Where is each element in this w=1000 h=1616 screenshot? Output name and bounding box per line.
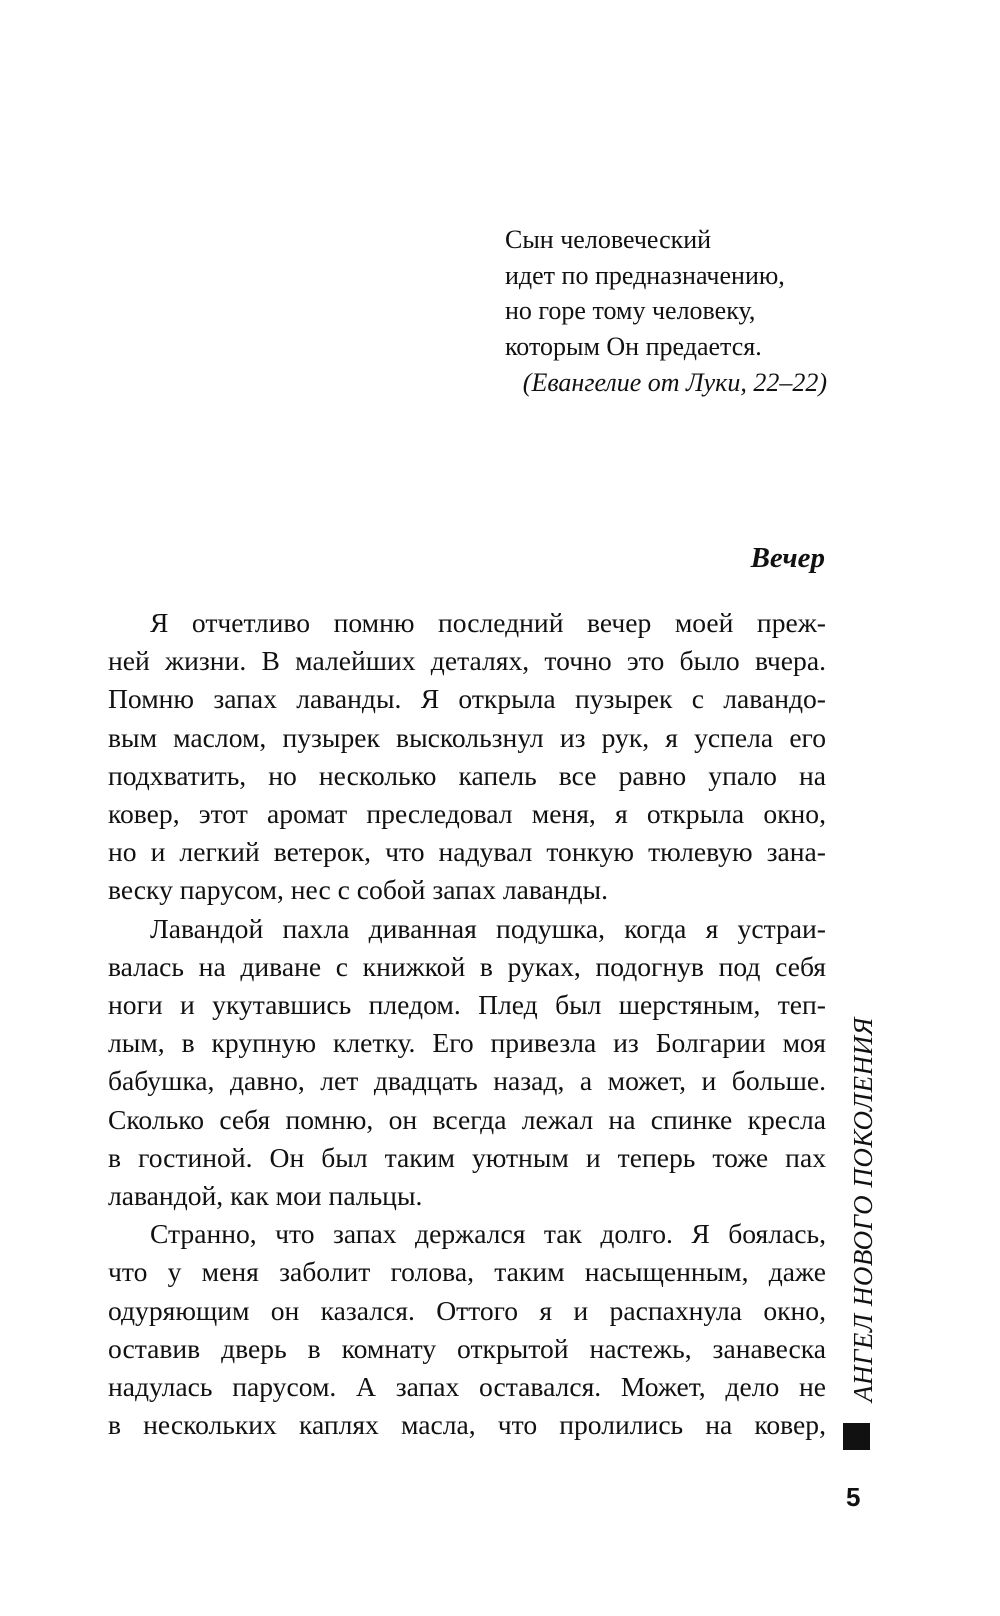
page-number: 5: [846, 1482, 861, 1512]
body-line: бабушка, давно, лет двадцать назад, а может, и больше.: [108, 1065, 826, 1097]
body-line: надулась парусом. А запах оставался. Может, дело не: [108, 1371, 826, 1403]
body-line: валась на диване с книжкой в руках, подогнув под себя: [108, 950, 826, 982]
body-line: подхватить, но несколько капель все равно упало на: [108, 759, 826, 791]
running-head-text: АНГЕЛ НОВОГО ПОКОЛЕНИЯ: [848, 1017, 878, 1402]
epigraph-line: Сын человеческий: [505, 225, 712, 254]
body-line: но и легкий ветерок, что надувал тонкую тюлевую зана-: [108, 836, 826, 868]
epigraph-source: (Евангелие от Луки, 22–22): [522, 368, 827, 397]
epigraph-line: но горе тому человеку,: [505, 296, 756, 325]
body-line: веску парусом, нес с собой запах лаванды.: [108, 874, 608, 906]
body-line: Странно, что запах держался так долго. Я боялась,: [150, 1218, 826, 1250]
body-line: ноги и укутавшись пледом. Плед был шерстяным, теп-: [108, 989, 826, 1021]
body-line: лавандой, как мои пальцы.: [108, 1180, 423, 1212]
body-line: вым маслом, пузырек выскользнул из рук, я успела его: [108, 721, 826, 753]
body-line: в гостиной. Он был таким уютным и теперь тоже пах: [108, 1141, 826, 1173]
body-line: Лавандой пахла диванная подушка, когда я устраи-: [150, 912, 826, 944]
body-line: лым, в крупную клетку. Его привезла из Болгарии моя: [108, 1027, 826, 1059]
epigraph: [505, 222, 825, 364]
body-line: Помню запах лаванды. Я открыла пузырек с лавандо-: [108, 683, 826, 715]
body-text: [108, 604, 826, 1444]
body-line: Я отчетливо помню последний вечер моей преж-: [150, 607, 826, 638]
body-line: в нескольких каплях масла, что пролились на ковер,: [108, 1409, 826, 1441]
chapter-title: Вечер: [750, 542, 825, 574]
body-line: оставив дверь в комнату открытой настежь, занавеска: [108, 1332, 826, 1364]
epigraph-line: которым Он предается.: [505, 331, 762, 361]
body-line: что у меня заболит голова, таким насыщенным, даже: [108, 1256, 826, 1288]
body-line: ковер, этот аромат преследовал меня, я открыла окно,: [108, 798, 826, 830]
body-line: ней жизни. В малейших деталях, точно это было вчера.: [108, 645, 826, 677]
running-head-marker: [843, 1423, 870, 1450]
body-line: Сколько себя помню, он всегда лежал на спинке кресла: [108, 1103, 826, 1135]
body-line: одуряющим он казался. Оттого я и распахнула окно,: [108, 1294, 826, 1326]
epigraph-line: идет по предназначению,: [505, 260, 785, 290]
